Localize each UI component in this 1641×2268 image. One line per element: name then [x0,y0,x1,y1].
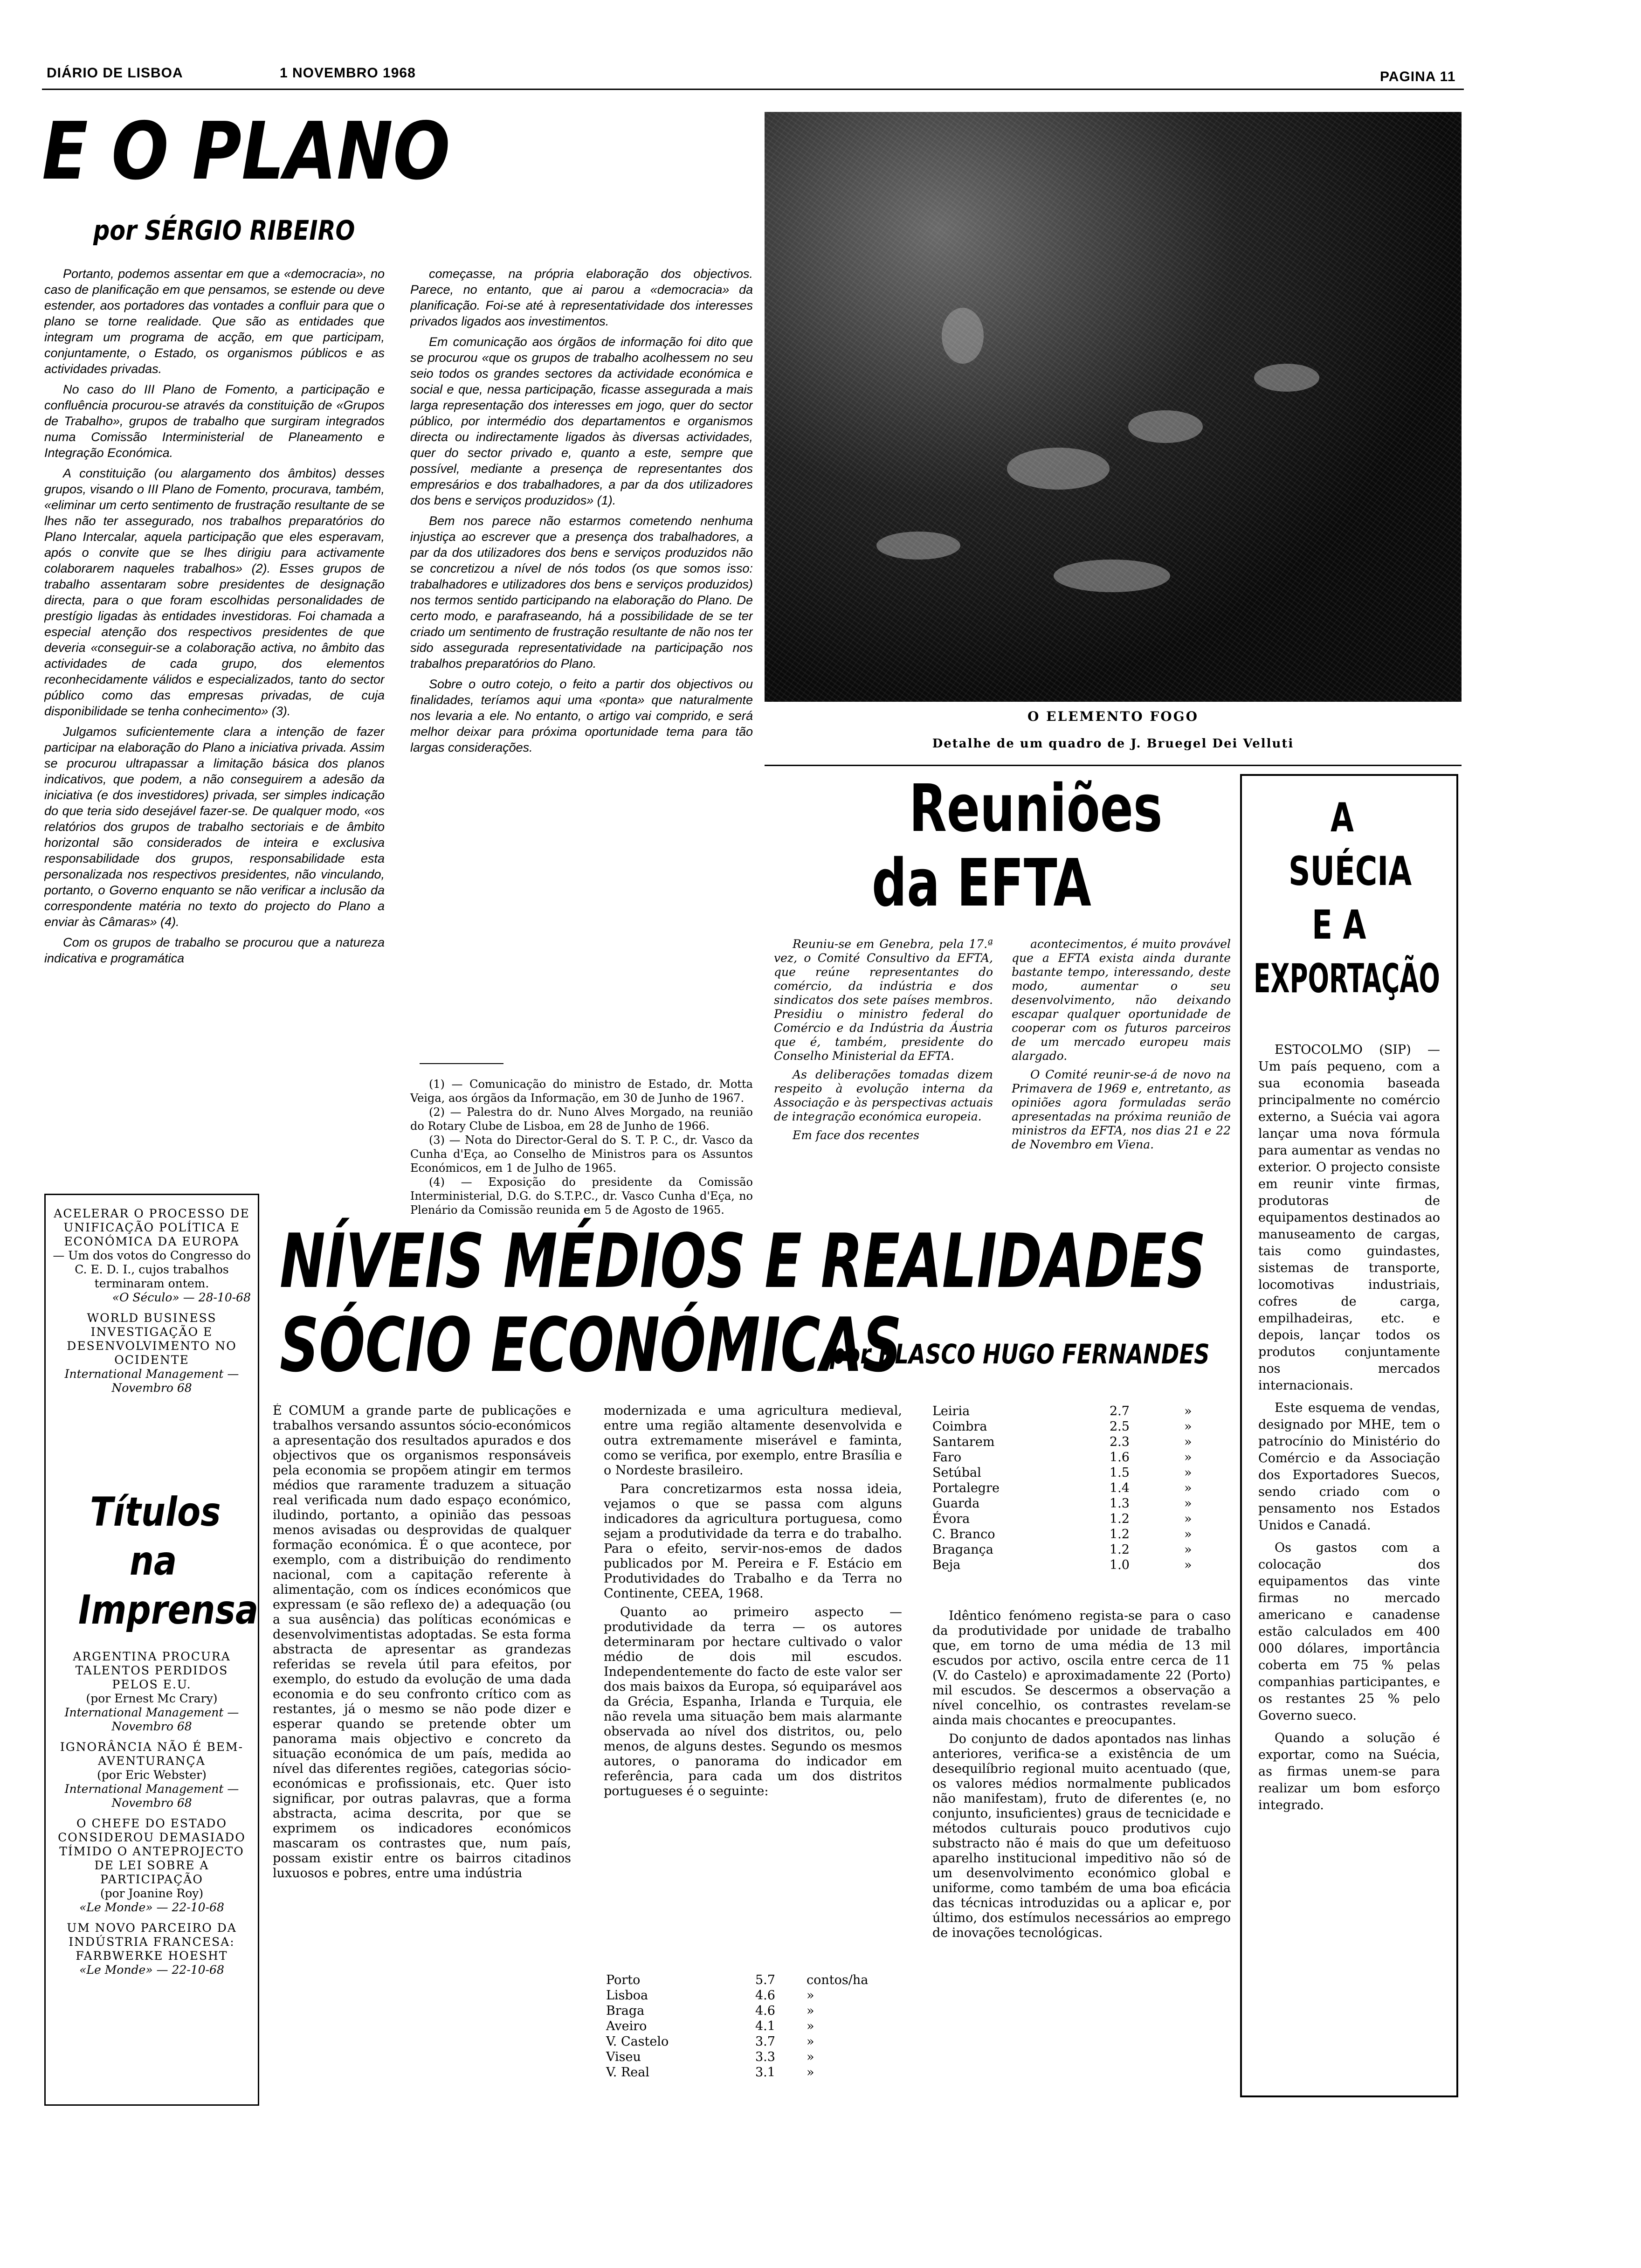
press-item-text: (por Eric Webster) [97,1768,207,1782]
paragraph: O Comité reunir-se-á de novo na Primavera de 1969 e, entretanto, as opiniões agora formuladas serão apresentadas na próxima reunião de ministros da EFTA, nos dias 21 e 22 de Novembro em Viena. [1012,1068,1231,1151]
note: (4) — Exposição do presidente da Comissão Interministerial, D.G. do S.T.P.C., dr. Vasco Cunha d'Eça, no Plenário da Comissão reunida em 5 de Agosto de 1965. [410,1175,753,1217]
titulos-bottom-items [53,1650,251,1984]
table-row: Santarem 2.3 » [932,1435,1192,1449]
paragraph: No caso do III Plano de Fomento, a participação e confluência procurou-se através da constituição de «Grupos de Trabalho», grupos de trabalho que surgiram integrados numa Comissão Interministerial de Planeamento e Integração Económica. [44,382,385,460]
productivity-table-1 [606,1972,904,2080]
article-col-1 [44,266,385,1217]
niveis-col-1 [273,1404,571,2103]
still-life-highlight [1254,364,1319,392]
paragraph: Em comunicação aos órgãos de informação foi dito que se procurou «que os grupos de trabalho acolhessem no seu seio todos os grandes sectores da actividade económica e social e que, nessa participação, ficasse assegurada a mais larga representação dos interesses em jogo, quer do sector público, por intermédio dos departamentos e organismos directa ou indirectamente ligados às diversas actividades, quer do sector privado e, quanto a este, sempre que possível, mediante a presença de representantes dos empresários e dos trabalhadores, a par da dos utilizadores dos bens e serviços produzidos» (1). [410,335,753,507]
table-row: Viseu 3.3 » [606,2050,814,2064]
table-row: Setúbal 1.5 » [932,1466,1192,1480]
painting-photo [765,112,1462,702]
article-byline: por SÉRGIO RIBEIRO [93,214,355,246]
press-item-title: O CHEFE DO ESTADO CONSIDEROU DEMASIADO TÍMIDO O ANTEPROJECTO DE LEI SOBRE A PARTICIPAÇÃO [58,1817,246,1886]
press-item [53,1817,251,1915]
titulos-heading-2: na [130,1538,177,1584]
press-item-source: International Management — Novembro 68 [64,1367,239,1395]
suecia-title-1: A [1331,795,1354,841]
still-life-highlight [876,532,960,560]
suecia-title-2: SUÉCIA [1289,848,1412,895]
paragraph: É COMUM a grande parte de publicações e trabalhos versando assuntos sócio-económicos a apresentação dos resultados apurados e dos objectivos que os organismos responsáveis pela economia se propõem atingir em termos médios que raramente traduzem a situação real verificada num dado espaço económico, iludindo, portanto, a opinião das pessoas menos avisadas ou desprovidas de qualquer formação económica. É o que acontece, por exemplo, com a distribuição do rendimento nacional, com a capitação referente à alimentação, com os índices económicos que expressam (e são reflexo de) a adequação (ou a sua ausência) das políticas económicas e desenvolvimentistas adoptadas. Se esta forma abstracta de apresentar as grandezas referidas se revela útil para efeitos, por exemplo, do estudo da evolução de uma dada economia e do seu confronto crítico com as restantes, já o mesmo se não pode dizer e esperar quando se pretende obter um panorama mais objectivo e concreto da situação económica de um país, medida ao nível das diferentes regiões, categorias sócio-económicas e profissionais, etc. Quer isto significar, por outras palavras, que a forma abstracta, acima descrita, por que se exprimem os indicadores económicos mascaram os contrastes que, num país, possam existir entre os bairros citadinos luxuosos e pobres, entre uma indústria [273,1404,571,1881]
press-item-source: «Le Monde» — 22-10-68 [79,1901,224,1914]
table-row: Bragança 1.2 » [932,1542,1192,1557]
paragraph: Julgamos suficientemente clara a intenção de fazer participar na elaboração do Plano a iniciativa privada. Assim se procurou ultrapassar a limitação básica dos planos indicativos, que podem, a não conseguirem a adesão da iniciativa (e dos investidores) privada, ser simples indicação do que teria sido desejável fazer-se. De qualquer modo, «os relatórios dos grupos de trabalho sectoriais e de âmbito horizontal são considerados de inteira e exclusiva responsabilidade dos grupos, responsabilidade esta personalizada nos respectivos presidentes, não vinculando, portanto, o Governo enquanto se não verificar a inclusão da correspondente matéria no texto do projecto do Plano a enviar às Câmaras» (4). [44,725,385,929]
press-item [53,1207,251,1305]
photo-caption-title: O ELEMENTO FOGO [1027,709,1199,724]
press-item [53,1650,251,1734]
paragraph: Idêntico fenómeno regista-se para o caso da produtividade por unidade de trabalho que, em torno de uma média de 13 mil escudos por activo, oscila entre cerca de 11 (V. do Castelo) e aproximadamente 22 (Porto) mil escudos. Se descermos a observação a nível concelhio, os contrastes revelam-se ainda mais chocantes e preocupantes. [932,1609,1231,1728]
paragraph: Bem nos parece não estarmos cometendo nenhuma injustiça ao escrever que a presença dos trabalhadores, a par da dos utilizadores dos bens e serviços produzidos não se concretizou a nível de nós todos (os que somos isso: trabalhadores e utilizadores dos bens e serviços produzidos) nos termos sentido participando na elaboração do Plano. De certo modo, e parafraseando, há a possibilidade de se ter criado um sentimento de frustração resultante de não nos ter sido assegurada representatividade na participação nos trabalhos preparatórios do Plano. [410,514,753,671]
niveis-byline: por BLASCO HUGO FERNANDES [830,1338,1210,1370]
paragraph: As deliberações tomadas dizem respeito à evolução interna da Associação e às perspectivas actuais de integração económica europeia. [774,1068,993,1123]
productivity-table-2 [932,1404,1231,1573]
press-item-text: (por Joanine Roy) [100,1887,204,1900]
table-row: V. Castelo 3.7 » [606,2034,814,2049]
press-item-title: IGNORÂNCIA NÃO É BEM-AVENTURANÇA [60,1740,244,1768]
press-item-title: WORLD BUSINESS INVESTIGAÇÃO E DESENVOLVIMENTO NO OCIDENTE [67,1311,237,1367]
niveis-col-2 [604,1404,902,1940]
press-item-text: — Um dos votos do Congresso do C. E. D. I., cujos trabalhos terminaram ontem. [53,1249,251,1290]
efta-col-1 [774,937,993,1222]
note: (2) — Palestra do dr. Nuno Alves Morgado, na reunião do Rotary Clube de Lisboa, em 28 de Junho de 1966. [410,1106,753,1133]
titulos-box [44,1194,259,2106]
note: (1) — Comunicação do ministro de Estado, dr. Motta Veiga, aos órgãos da Informação, em 30 de Junho de 1967. [410,1078,753,1105]
titulos-heading-1: Títulos [90,1489,221,1535]
paragraph: Os gastos com a colocação dos equipamentos das vinte firmas no mercado americano e canadense estão calculados em 400 000 dólares, importância coberta em 75 % pelas companhias participantes, e os restantes 25 % pelo Governo sueco. [1258,1541,1440,1723]
still-life-highlight [1054,560,1170,592]
masthead-paper: DIÁRIO DE LISBOA [47,65,183,81]
photo-caption-sub: Detalhe de um quadro de J. Bruegel Dei Velluti [932,737,1294,751]
page-number: PAGINA 11 [1380,69,1456,84]
paragraph: Reuniu-se em Genebra, pela 17.ª vez, o Comité Consultivo da EFTA, que reúne representantes do comércio, da indústria e dos sindicatos dos sete países membros. Presidiu o ministro federal do Comércio e da Indústria da Áustria que é, também, presidente do Conselho Ministerial da EFTA. [774,937,993,1063]
still-life-highlight [1007,448,1110,490]
paragraph: Quanto ao primeiro aspecto — produtividade da terra — os autores determinaram por hectare cultivado o valor médio de dois mil escudos. Independentemente do facto de este valor ser dos mais baixos da Europa, só equiparável aos da Grécia, Espanha, Irlanda e Turquia, ele não revela uma situação bem mais alarmante observada ao nível dos distritos, ou, pelo menos, de alguns destes. Segundo os mesmos autores, o panorama do indicador em referência, para cada um dos distritos portugueses é o seguinte: [604,1605,902,1798]
paragraph: Do conjunto de dados apontados nas linhas anteriores, verifica-se a existência de um desequilíbrio regional muito acentuado (que, os valores médios normalmente publicados não manifestam), fruto de diferentes (e, no conjunto, insuficientes) graus de tecnicidade e métodos culturais pouco produtivos cujo substracto não é mais do que um defeituoso aparelho institucional impeditivo não só de um desenvolvimento económico global e uniforme, como também de uma boa eficácia das técnicas introduzidas ou a aplicar e, por último, dos estímulos necessários ao emprego de inovações tecnológicas. [932,1732,1231,1940]
photo-bottom-rule [765,765,1462,766]
titulos-heading-3: Imprensa [78,1587,259,1633]
article-notes [410,1077,753,1217]
press-item-title: UM NOVO PARCEIRO DA INDÚSTRIA FRANCESA: FARBWERKE HOESHT [67,1921,237,1963]
article-title: E O PLANO [42,105,450,198]
paragraph: ESTOCOLMO (SIP) — Um país pequeno, com a sua economia baseada principalmente no comércio externo, a Suécia vai agora lançar uma nova fórmula para aumentar as vendas no exterior. O projecto consiste em reunir vinte firmas, produtoras de equipamentos destinados ao manuseamento de cargas, tais como guindastes, sistemas de transporte, locomotivas industriais, cofres de carga, empilhadeiras, etc. e depois, lançar todos os produtos conjuntamente nos mercados internacionais. [1258,1043,1440,1393]
press-item [53,1311,251,1395]
table-row: Braga 4.6 » [606,2004,814,2018]
still-life-highlight [1128,410,1203,443]
paragraph: Portanto, podemos assentar em que a «democracia», no caso de planificação em que pensamos, se estende ou deve estender, aos portadores das vontades a confluir para que o plano se torne realidade. Que são as entidades que integram um programa de acção, em que participam, conjuntamente, o Estado, os organismos públicos e as actividades privadas. [44,267,385,376]
niveis-title-1: NÍVEIS MÉDIOS E REALIDADES [280,1217,1206,1305]
note: (3) — Nota do Director-Geral do S. T. P. C., dr. Vasco da Cunha d'Eça, ao Conselho de Ministros para os Assuntos Económicos, em 1 de Julho de 1965. [410,1134,753,1175]
paragraph: Quando a solução é exportar, como na Suécia, as firmas unem-se para realizar um bom esforço integrado. [1258,1731,1440,1812]
efta-col-2 [1012,937,1231,1222]
efta-title-1: Reuniões [909,771,1163,847]
table-row: Portalegre 1.4 » [932,1481,1192,1495]
paragraph: Em face dos recentes [793,1128,919,1142]
table-row: Guarda 1.3 » [932,1496,1192,1511]
press-item-source: «Le Monde» — 22-10-68 [79,1963,224,1977]
press-item-source: International Management — Novembro 68 [64,1782,239,1810]
table-row: Aveiro 4.1 » [606,2019,814,2033]
suecia-title-3: E A [1312,902,1366,948]
table-row: Lisboa 4.6 » [606,1988,814,2003]
press-item [53,1921,251,1977]
paragraph: Sobre o outro cotejo, o feito a partir dos objectivos ou finalidades, teríamos aqui uma «ponta» que naturalmente nos levaria a ele. No entanto, o artigo vai comprido, e será melhor deixar para próxima oportunidade tema para tão largas considerações. [410,677,753,754]
press-item-title: ACELERAR O PROCESSO DE UNIFICAÇÃO POLÍTICA E ECONÓMICA DA EUROPA [54,1207,250,1248]
header-rule [42,89,1464,90]
still-life-highlight [942,308,984,364]
paragraph: Com os grupos de trabalho se procurou que a natureza indicativa e programática [44,935,385,965]
article-col-2 [410,266,753,1058]
table-row: V. Real 3.1 » [606,2065,814,2080]
press-item-title: ARGENTINA PROCURA TALENTOS PERDIDOS PELOS E.U. [73,1650,231,1691]
niveis-title-2: SÓCIO ECONÓMICAS [280,1301,902,1389]
paragraph: Para concretizarmos esta nossa ideia, vejamos o que se passa com alguns indicadores da agricultura portuguesa, como sejam a produtividade da terra e do trabalho. Para o efeito, servir-nos-emos de dados publicados por M. Pereira e F. Estácio em Produtividades do Trabalho e da Terra no Continente, CEEA, 1968. [604,1482,902,1601]
press-item-source: «O Século» — 28-10-68 [112,1291,251,1304]
efta-title-2: da EFTA [872,845,1091,921]
masthead-date: 1 NOVEMBRO 1968 [280,65,416,81]
press-item-source: International Management — Novembro 68 [64,1706,239,1733]
titulos-top-items [53,1207,251,1402]
suecia-title-4: EXPORTAÇÃO [1254,955,1440,1002]
article-plano [37,107,755,1217]
notes-rule [420,1063,503,1064]
table-row: Faro 1.6 » [932,1450,1192,1465]
table-row: Leiria 2.7 » [932,1404,1192,1418]
paragraph: A constituição (ou alargamento dos âmbitos) desses grupos, visando o III Plano de Fomento, procurava, também, «eliminar um certo sentimento de frustração resultante de se lhes não ter assegurado, nos trabalhos preparatórios do Plano Intercalar, aquela participação que eles esperavam, após o convite que se lhes dirigiu para activamente colaborarem naqueles trabalhos» (2). Esses grupos de trabalho assentaram sobre presidentes de designação directa, para o que foram escolhidas personalidades de prestígio ligadas às entidades investidoras. Foi chamada a especial atenção dos respectivos presidentes de que deveria «conseguir-se a colaboração activa, no âmbito das actividades de cada grupo, dos elementos reconhecidamente válidos e especializados, tanto do sector público como das empresas privadas, de cuja disponibilidade se tenha conhecimento» (3). [44,466,385,718]
table-row: Coimbra 2.5 » [932,1419,1192,1434]
press-item [53,1740,251,1810]
paragraph: Este esquema de vendas, designado por MHE, tem o patrocínio do Ministério do Comércio e da Associação dos Exportadores Suecos, sendo criado com o pensamento nos Estados Unidos e Canadá. [1258,1401,1440,1533]
table-row: Évora 1.2 » [932,1512,1192,1526]
paragraph: começasse, na própria elaboração dos objectivos. Parece, no entanto, que ai parou a «democracia» da planificação. Foi-se até à representatividade dos interesses privados ligados aos investimentos. [410,267,753,328]
table-row: Porto 5.7 contos/ha [606,1973,869,1987]
table-row: C. Branco 1.2 » [932,1527,1192,1542]
press-item-text: (por Ernest Mc Crary) [86,1692,218,1705]
paragraph: acontecimentos, é muito provável que a EFTA exista ainda durante bastante tempo, interessando, deste modo, aumentar o seu desenvolvimento, não deixando escapar qualquer oportunidade de cooperar com os futuros parceiros de um mercado europeu mais alargado. [1012,937,1231,1063]
suecia-box [1240,774,1458,2097]
suecia-body [1258,1042,1440,2081]
niveis-col-3 [932,1609,1231,2103]
table-row: Beja 1.0 » [932,1558,1192,1572]
paragraph: modernizada e uma agricultura medieval, entre uma região altamente desenvolvida e outra extremamente miserável e faminta, como se verifica, por exemplo, entre Brasília e o Nordeste brasileiro. [604,1404,902,1478]
